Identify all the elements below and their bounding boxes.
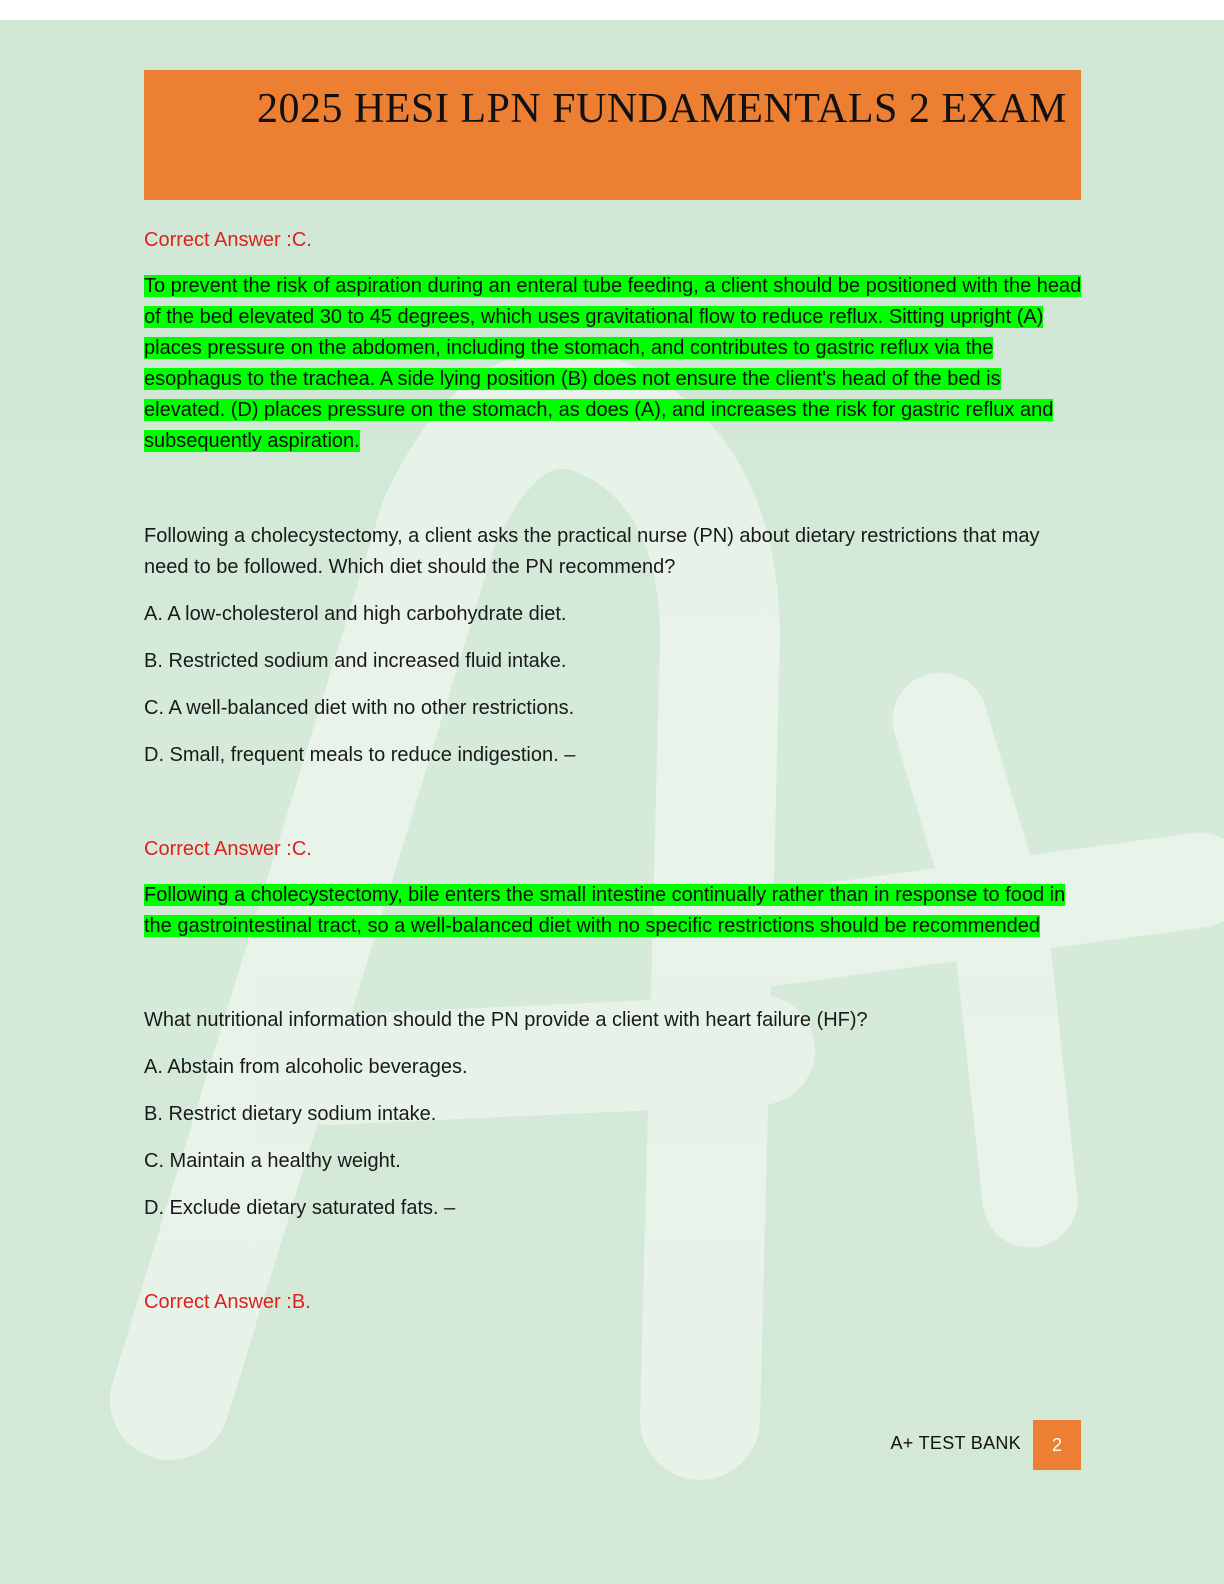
rationale-2-highlight: Following a cholecystectomy, bile enters the small intestine continually rather than in response to food in the gastrointestinal tract, so a well-balanced diet with no specific restrictions should be recommended [144,884,1066,937]
rationale-1-highlight: To prevent the risk of aspiration during an enteral tube feeding, a client should be positioned with the head of the bed elevated 30 to 45 degrees, which uses gravitational flow to reduce reflux. Sitting upright (A) places pressure on the abdomen, including the stomach, and contributes to gastric reflux via the esophagus to the trachea. A side lying position (B) does not ensure the client's head of the bed is elevated. (D) places pressure on the stomach, as does (A), and increases the risk for gastric reflux and subsequently aspiration. [144,275,1082,452]
question-2-option-a: A. A low-cholesterol and high carbohydrate diet. [144,603,567,625]
question-3: What nutritional information should the PN provide a client with heart failure (HF)? [144,1009,868,1031]
question-2: Following a cholecystectomy, a client asks the practical nurse (PN) about dietary restrictions that may need to be followed. Which diet should the PN recommend? [144,525,1040,578]
document-title: 2025 HESI LPN FUNDAMENTALS 2 EXAM [257,86,1067,132]
correct-answer-2: Correct Answer :C. [144,838,312,860]
correct-answer-3: Correct Answer :B. [144,1291,311,1313]
correct-answer-1: Correct Answer :C. [144,229,312,251]
title-banner [144,70,1081,200]
question-2-option-c: C. A well-balanced diet with no other restrictions. [144,697,575,719]
question-3-option-b: B. Restrict dietary sodium intake. [144,1103,437,1125]
rationale-1 [144,271,1084,457]
page-number-badge: 2 [1033,1420,1081,1470]
footer-label: A+ TEST BANK [890,1433,1021,1453]
document-page [0,20,1224,1584]
rationale-2 [144,880,1084,942]
document-content [144,225,1084,1318]
question-3-option-a: A. Abstain from alcoholic beverages. [144,1056,468,1078]
question-2-option-d: D. Small, frequent meals to reduce indigestion. – [144,744,576,766]
page-footer [880,1420,1081,1470]
question-3-option-c: C. Maintain a healthy weight. [144,1150,401,1172]
question-3-option-d: D. Exclude dietary saturated fats. – [144,1197,456,1219]
question-2-option-b: B. Restricted sodium and increased fluid intake. [144,650,567,672]
